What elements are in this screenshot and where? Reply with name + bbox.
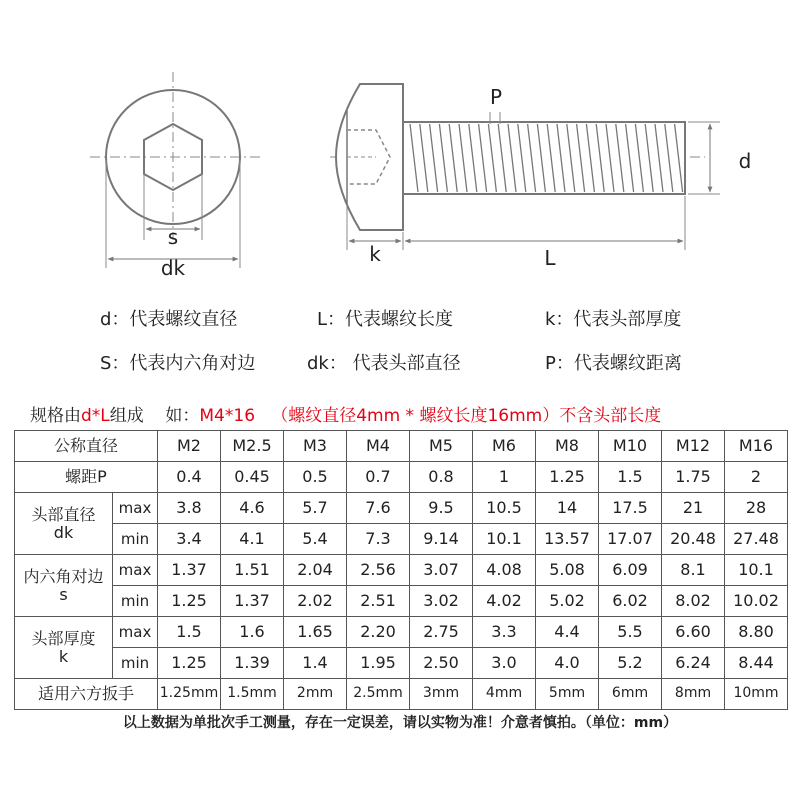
pitch-cell: 2 [725,462,788,493]
value-cell: 2.50 [410,648,473,679]
value-cell: 6.24 [662,648,725,679]
value-cell: 9.5 [410,493,473,524]
sub-label: max [113,555,158,586]
table-row [15,524,788,555]
value-cell: 27.48 [725,524,788,555]
spec-table-body [15,431,788,710]
table-row [15,462,788,493]
value-cell: 1.37 [158,555,221,586]
value-cell: 8.44 [725,648,788,679]
wrench-cell: 6mm [599,679,662,710]
label-dk: dk [160,256,186,280]
size-cell: M5 [410,431,473,462]
value-cell: 9.14 [410,524,473,555]
size-cell: M10 [599,431,662,462]
value-cell: 8.1 [662,555,725,586]
group-label [15,617,113,679]
value-cell: 1.4 [284,648,347,679]
label-d: d [738,149,752,173]
value-cell: 2.04 [284,555,347,586]
value-cell: 1.51 [221,555,284,586]
size-cell: M12 [662,431,725,462]
size-cell: M2 [158,431,221,462]
spec-example: M4*16 （螺纹直径4mm * 螺纹长度16mm）不含头部长度 [199,406,662,426]
value-cell: 5.7 [284,493,347,524]
value-cell: 7.3 [347,524,410,555]
pitch-cell: 0.8 [410,462,473,493]
size-cell: M3 [284,431,347,462]
group-label [15,555,113,617]
table-row [15,586,788,617]
value-cell: 3.0 [473,648,536,679]
value-cell: 4.02 [473,586,536,617]
screw-side-view [330,84,751,270]
wrench-cell: 1.25mm [158,679,221,710]
pitch-cell: 1 [473,462,536,493]
value-cell: 5.08 [536,555,599,586]
value-cell: 2.51 [347,586,410,617]
wrench-cell: 1.5mm [221,679,284,710]
wrench-cell: 3mm [410,679,473,710]
legend-d: d：代表螺纹直径 [100,309,238,330]
table-row [15,679,788,710]
value-cell: 10.5 [473,493,536,524]
value-cell: 4.4 [536,617,599,648]
value-cell: 14 [536,493,599,524]
value-cell: 1.25 [158,586,221,617]
pitch-cell: 0.5 [284,462,347,493]
size-cell: M2.5 [221,431,284,462]
label-p: P [489,85,503,109]
wrench-cell: 5mm [536,679,599,710]
value-cell: 8.02 [662,586,725,617]
value-cell: 1.25 [158,648,221,679]
sub-label: max [113,493,158,524]
spec-format-note [30,401,661,426]
table-row [15,555,788,586]
group-label-line2: dk [53,522,74,542]
table-row [15,617,788,648]
value-cell: 4.08 [473,555,536,586]
spec-table [14,430,788,710]
value-cell: 2.75 [410,617,473,648]
value-cell: 6.60 [662,617,725,648]
value-cell: 28 [725,493,788,524]
value-cell: 2.56 [347,555,410,586]
value-cell: 1.39 [221,648,284,679]
group-label-line2: k [58,646,69,666]
value-cell: 10.1 [725,555,788,586]
value-cell: 6.02 [599,586,662,617]
value-cell: 4.0 [536,648,599,679]
sub-label: max [113,617,158,648]
value-cell: 10.1 [473,524,536,555]
value-cell: 3.3 [473,617,536,648]
wrench-label: 适用六方扳手 [15,679,158,710]
wrench-cell: 2mm [284,679,347,710]
label-s: s [167,225,179,249]
header-label: 公称直径 [15,431,158,462]
value-cell: 5.5 [599,617,662,648]
spec-prefix: 规格由 [30,406,81,426]
sub-label: min [113,524,158,555]
size-cell: M8 [536,431,599,462]
value-cell: 20.48 [662,524,725,555]
size-cell: M4 [347,431,410,462]
table-row [15,648,788,679]
value-cell: 17.07 [599,524,662,555]
size-cell: M6 [473,431,536,462]
label-l: L [544,246,556,270]
head-top-view [90,72,262,280]
wrench-cell: 2.5mm [347,679,410,710]
value-cell: 17.5 [599,493,662,524]
value-cell: 3.02 [410,586,473,617]
value-cell: 3.07 [410,555,473,586]
group-label [15,493,113,555]
value-cell: 13.57 [536,524,599,555]
value-cell: 21 [662,493,725,524]
value-cell: 5.02 [536,586,599,617]
value-cell: 4.6 [221,493,284,524]
pitch-label: 螺距P [15,462,158,493]
size-cell: M16 [725,431,788,462]
value-cell: 1.6 [221,617,284,648]
table-row [15,493,788,524]
sub-label: min [113,586,158,617]
pitch-cell: 1.75 [662,462,725,493]
group-label-line1: 内六角对边 [23,566,104,586]
legend-k: k：代表头部厚度 [545,309,682,330]
spec-formula: d*L [81,406,110,426]
wrench-cell: 8mm [662,679,725,710]
table-header-row [15,431,788,462]
spec-mid: 组成 如： [109,406,200,426]
label-k: k [369,242,381,266]
value-cell: 2.02 [284,586,347,617]
group-label-line1: 头部直径 [31,504,96,524]
legend-p: P：代表螺纹距离 [545,353,682,374]
pitch-cell: 1.5 [599,462,662,493]
value-cell: 1.95 [347,648,410,679]
value-cell: 3.8 [158,493,221,524]
value-cell: 3.4 [158,524,221,555]
value-cell: 2.20 [347,617,410,648]
value-cell: 1.65 [284,617,347,648]
value-cell: 1.5 [158,617,221,648]
value-cell: 7.6 [347,493,410,524]
value-cell: 5.2 [599,648,662,679]
value-cell: 1.37 [221,586,284,617]
value-cell: 6.09 [599,555,662,586]
footnote: 以上数据为单批次手工测量，存在一定误差，请以实物为准！介意者慎拍。（单位：mm） [122,715,678,731]
legend-s: S：代表内六角对边 [100,353,256,374]
value-cell: 5.4 [284,524,347,555]
wrench-cell: 10mm [725,679,788,710]
pitch-cell: 0.7 [347,462,410,493]
group-label-line1: 头部厚度 [31,628,96,648]
value-cell: 4.1 [221,524,284,555]
wrench-cell: 4mm [473,679,536,710]
pitch-cell: 0.4 [158,462,221,493]
legend-l: L：代表螺纹长度 [317,309,454,330]
group-label-line2: s [59,584,68,604]
pitch-cell: 1.25 [536,462,599,493]
legend-dk: dk： 代表头部直径 [307,353,461,374]
sub-label: min [113,648,158,679]
value-cell: 10.02 [725,586,788,617]
pitch-cell: 0.45 [221,462,284,493]
value-cell: 8.80 [725,617,788,648]
